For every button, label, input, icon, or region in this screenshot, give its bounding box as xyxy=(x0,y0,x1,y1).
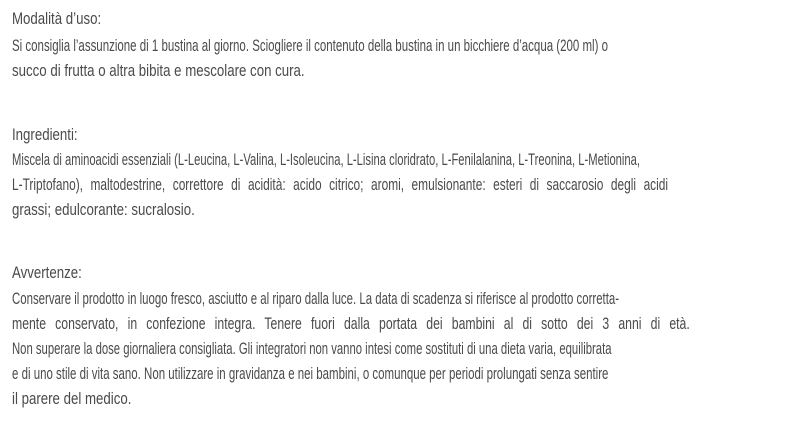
warnings-heading: Avvertenze: xyxy=(12,263,82,282)
warnings-line-1: Conservare il prodotto in luogo fresco, asciutto e al riparo dalla luce. La data di scadenza si riferisce al prodotto corretta- xyxy=(12,289,620,308)
warnings-line-4: e di uno stile di vita sano. Non utilizzare in gravidanza e nei bambini, o comunque per periodi prolungati senza sentire xyxy=(12,364,609,383)
usage-heading: Modalità d’uso: xyxy=(12,9,102,28)
warnings-line-3: Non superare la dose giornaliera consigliata. Gli integratori non vanno intesi come sostituti di una dieta varia, equilibrata xyxy=(12,339,612,358)
warnings-line-5: il parere del medico. xyxy=(12,389,132,408)
ingredients-heading: Ingredienti: xyxy=(12,125,78,144)
ingredients-line-3: grassi; edulcorante: sucralosio. xyxy=(12,200,195,219)
usage-line-1: Si consiglia l’assunzione di 1 bustina al giorno. Sciogliere il contenuto della bustina in un bicchiere d’acqua (200 ml) o xyxy=(12,36,609,55)
usage-line-2: succo di frutta o altra bibita e mescolare con cura. xyxy=(12,61,305,80)
ingredients-line-2: L-Triptofano), maltodestrine, correttore di acidità: acido citrico; aromi, emulsionante: esteri di saccarosio degli acidi xyxy=(12,175,669,194)
warnings-line-2: mente conservato, in confezione integra. Tenere fuori dalla portata dei bambini al di sotto dei 3 anni di età. xyxy=(12,314,690,333)
ingredients-line-1: Miscela di aminoacidi essenziali (L-Leucina, L-Valina, L-Isoleucina, L-Lisina cloridrato, L-Fenilalanina, L-Treonina, L-Metionina, xyxy=(12,150,641,169)
